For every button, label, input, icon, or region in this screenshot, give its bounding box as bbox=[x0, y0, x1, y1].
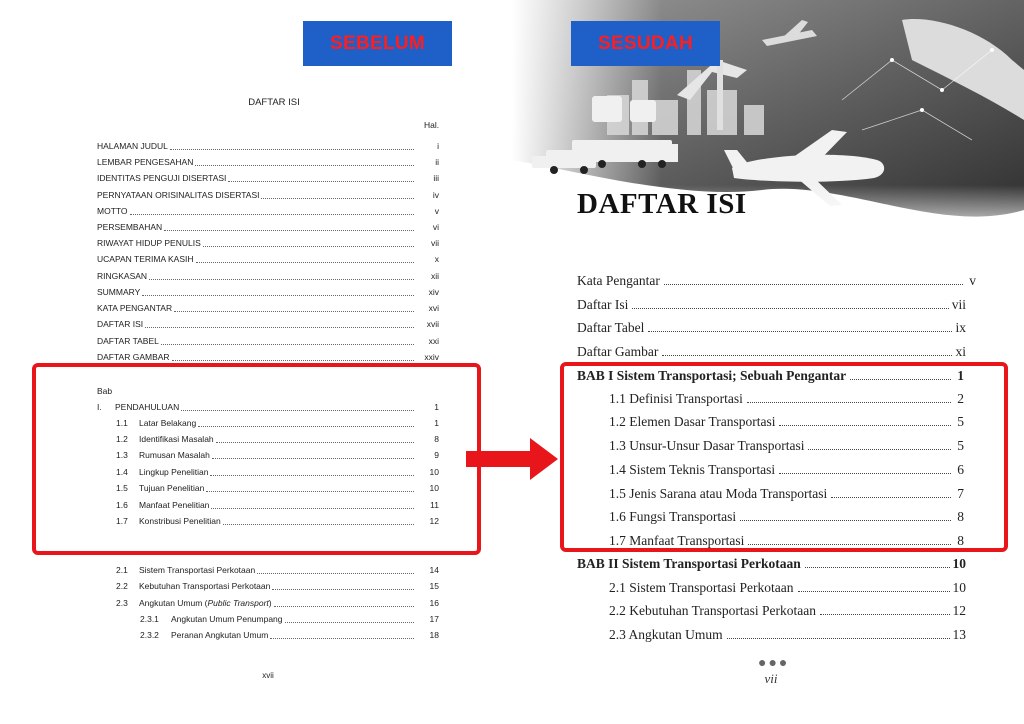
after-toc-entry: Daftar Tabel ix bbox=[577, 320, 966, 335]
before-toc-entry: DAFTAR GAMBAR xxiv bbox=[97, 352, 439, 362]
after-toc-title: DAFTAR ISI bbox=[577, 188, 747, 220]
before-toc-entry: PERSEMBAHAN vi bbox=[97, 222, 439, 232]
after-toc-entry: Daftar Gambar xi bbox=[577, 344, 966, 359]
before-section-entry: 1.4 Lingkup Penelitian 10 bbox=[116, 467, 439, 477]
before-subsection-entry: 2.3.1 Angkutan Umum Penumpang 17 bbox=[140, 614, 439, 624]
before-label: SEBELUM bbox=[303, 21, 452, 66]
before-section-entry: 1.7 Konstribusi Penelitian 12 bbox=[116, 516, 439, 526]
before-toc-entry: SUMMARY xiv bbox=[97, 287, 439, 297]
before-toc-entry: DAFTAR ISI xvii bbox=[97, 319, 439, 329]
after-label: SESUDAH bbox=[571, 21, 720, 66]
after-chapter-entry: BAB I Sistem Transportasi; Sebuah Pengantar 1 bbox=[577, 368, 964, 383]
before-toc-entry: LEMBAR PENGESAHAN ii bbox=[97, 157, 439, 167]
before-toc-entry: RINGKASAN xii bbox=[97, 271, 439, 281]
after-section-entry: 1.2 Elemen Dasar Transportasi 5 bbox=[609, 414, 964, 429]
after-page-number: vii bbox=[764, 671, 778, 686]
before-toc-entry: PERNYATAAN ORISINALITAS DISERTASI iv bbox=[97, 190, 439, 200]
before-bab-label: Bab bbox=[97, 386, 113, 396]
more-dots-indicator: ●●● bbox=[758, 654, 790, 670]
arrow-right-icon bbox=[466, 436, 562, 482]
before-section-entry: 1.5 Tujuan Penelitian 10 bbox=[116, 483, 439, 493]
before-toc-entry: IDENTITAS PENGUJI DISERTASI iii bbox=[97, 173, 439, 183]
before-section-entry: 2.3 Angkutan Umum (Public Transport) 16 bbox=[116, 598, 439, 608]
before-page-number: xvii bbox=[262, 671, 274, 680]
before-section-entry: 1.2 Identifikasi Masalah 8 bbox=[116, 434, 439, 444]
before-toc-entry: KATA PENGANTAR xvi bbox=[97, 303, 439, 313]
before-hal-label: Hal. bbox=[424, 120, 440, 130]
before-section-entry: 2.1 Sistem Transportasi Perkotaan 14 bbox=[116, 565, 439, 575]
after-toc-entry: Kata Pengantar v bbox=[577, 273, 976, 288]
after-section-entry: 1.7 Manfaat Transportasi 8 bbox=[609, 533, 964, 548]
after-section-entry: 2.2 Kebutuhan Transportasi Perkotaan 12 bbox=[609, 603, 966, 618]
before-chapter-entry: I. PENDAHULUAN 1 bbox=[97, 402, 439, 412]
after-section-entry: 1.6 Fungsi Transportasi 8 bbox=[609, 509, 964, 524]
before-section-entry: 1.3 Rumusan Masalah 9 bbox=[116, 450, 439, 460]
before-toc-entry: HALAMAN JUDUL i bbox=[97, 141, 439, 151]
before-subsection-entry: 2.3.2 Peranan Angkutan Umum 18 bbox=[140, 630, 439, 640]
after-toc-entry: Daftar Isi vii bbox=[577, 297, 966, 312]
before-toc-entry: RIWAYAT HIDUP PENULIS vii bbox=[97, 238, 439, 248]
after-section-entry: 1.1 Definisi Transportasi 2 bbox=[609, 391, 964, 406]
after-section-entry: 1.4 Sistem Teknis Transportasi 6 bbox=[609, 462, 964, 477]
before-toc-title: DAFTAR ISI bbox=[248, 97, 300, 108]
after-section-entry: 2.3 Angkutan Umum 13 bbox=[609, 627, 966, 642]
before-section-entry: 1.1 Latar Belakang 1 bbox=[116, 418, 439, 428]
before-section-entry: 1.6 Manfaat Penelitian 11 bbox=[116, 500, 439, 510]
after-section-entry: 1.5 Jenis Sarana atau Moda Transportasi 7 bbox=[609, 486, 964, 501]
before-toc-entry: MOTTO v bbox=[97, 206, 439, 216]
after-section-entry: 2.1 Sistem Transportasi Perkotaan 10 bbox=[609, 580, 966, 595]
before-section-entry: 2.2 Kebutuhan Transportasi Perkotaan 15 bbox=[116, 581, 439, 591]
before-toc-entry: DAFTAR TABEL xxi bbox=[97, 336, 439, 346]
after-section-entry: 1.3 Unsur-Unsur Dasar Transportasi 5 bbox=[609, 438, 964, 453]
before-toc-entry: UCAPAN TERIMA KASIH x bbox=[97, 254, 439, 264]
after-highlight-box bbox=[560, 362, 1008, 552]
before-highlight-box bbox=[32, 363, 481, 555]
after-chapter-entry: BAB II Sistem Transportasi Perkotaan 10 bbox=[577, 556, 966, 571]
